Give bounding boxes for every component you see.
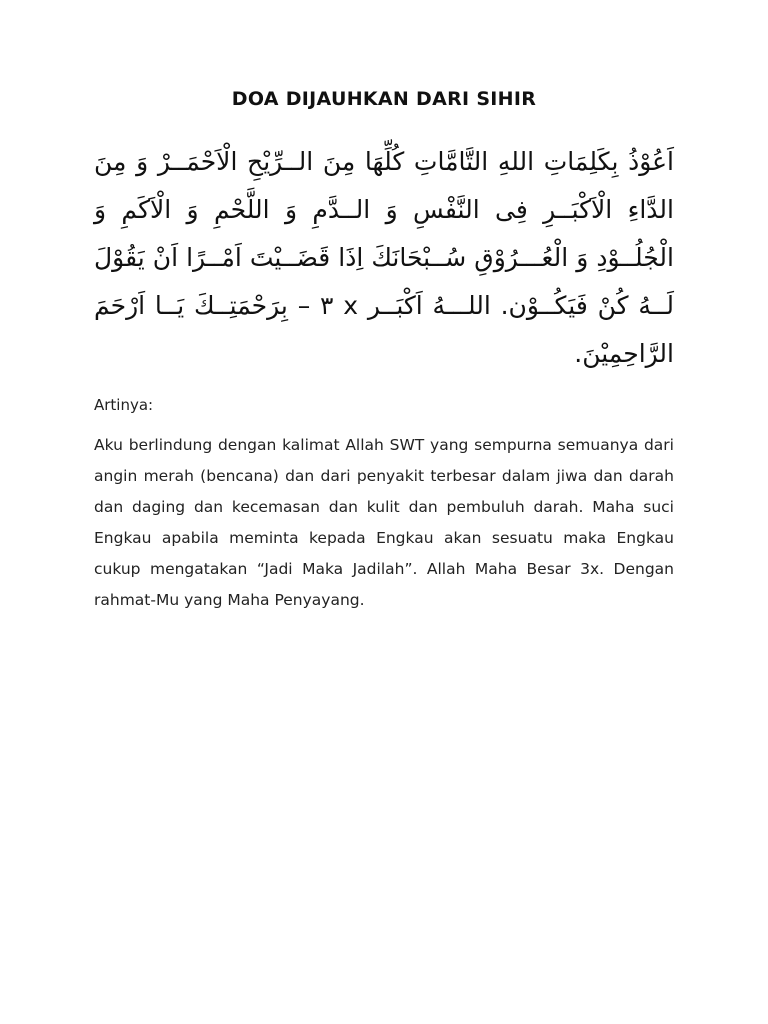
arabic-prayer-text: اَعُوْذُ بِكَلِمَاتِ اللهِ التَّامَّاتِ كُلِّهَا مِنَ الــرِّيْحِ الْاَحْمَــرْ وَ مِنَ الدَّاءِ الْاَكْبَــرِ فِى النَّفْسِ وَ الــدَّمِ وَ اللَّحْمِ وَ الْاَكَمِ وَ الْجُلُــوْدِ وَ الْعُـــرُوْقِ سُــبْحَانَكَ اِذَا قَضَــيْتَ اَمْــرًا اَنْ يَقُوْلَ لَــهُ كُنْ فَيَكُــوْن. اللـــهُ اَكْبَــر x ٣ – بِرَحْمَتِــكَ يَــا اَرْحَمَ الرَّاحِمِيْنَ. (94, 147, 675, 368)
document-title: DOA DIJAUHKAN DARI SIHIR (231, 88, 537, 110)
document-page (94, 0, 674, 1024)
translation-label: Artinya: (94, 396, 154, 414)
translation-text: Aku berlindung dengan kalimat Allah SWT yang sempurna semuanya dari angin merah (bencana) dan dari penyakit terbesar dalam jiwa dan darah dan daging dan kecemasan dan kulit dan pembuluh darah. Maha suci Engkau apabila meminta kepada Engkau akan sesuatu maka Engkau cukup mengatakan “Jadi Maka Jadilah”. Allah Maha Besar 3x. Dengan rahmat-Mu yang Maha Penyayang. (94, 436, 674, 609)
